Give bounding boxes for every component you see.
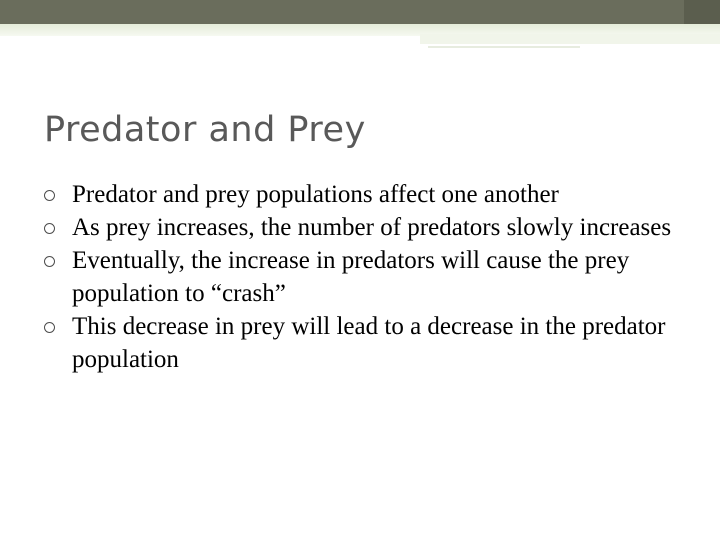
slide-title: Predator and Prey (44, 110, 366, 150)
bullet-item (40, 244, 700, 310)
bullet-text: Eventually, the increase in predators will cause the prey population to “crash” (72, 247, 630, 307)
bullet-text: This decrease in prey will lead to a decrease in the predator population (72, 313, 666, 373)
bullet-item (40, 310, 700, 376)
hollow-circle-bullet-icon (44, 322, 55, 333)
accent-band-line (428, 46, 580, 48)
bullet-text: As prey increases, the number of predators slowly increases (72, 214, 672, 241)
bullet-item (40, 211, 700, 244)
hollow-circle-bullet-icon (44, 256, 55, 267)
accent-band-block (420, 34, 720, 44)
hollow-circle-bullet-icon (44, 223, 55, 234)
header-band (0, 0, 720, 24)
header-corner-block (684, 0, 720, 24)
hollow-circle-bullet-icon (44, 190, 55, 201)
bullet-item (40, 178, 700, 211)
bullet-text: Predator and prey populations affect one another (72, 181, 559, 208)
bullet-list (40, 178, 700, 376)
